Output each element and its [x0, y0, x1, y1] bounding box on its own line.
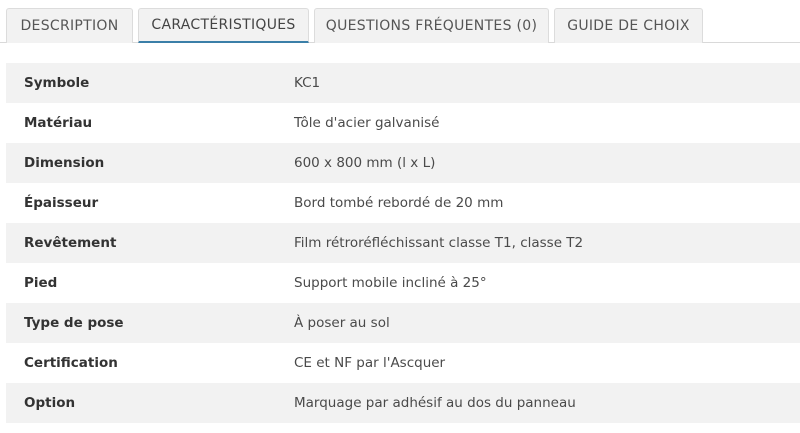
tab-questions-frequentes[interactable]: QUESTIONS FRÉQUENTES (0) — [314, 8, 549, 43]
spec-label: Type de pose — [6, 303, 294, 343]
spec-label: Option — [6, 383, 294, 423]
spec-label: Symbole — [6, 63, 294, 103]
spec-row-epaisseur — [6, 183, 800, 223]
spec-value: Bord tombé rebordé de 20 mm — [294, 183, 800, 223]
spec-row-symbole — [6, 63, 800, 103]
spec-value: Film rétroréfléchissant classe T1, classe T2 — [294, 223, 800, 263]
spec-row-revetement — [6, 223, 800, 263]
spec-label: Matériau — [6, 103, 294, 143]
specifications-table — [6, 63, 800, 423]
spec-label: Épaisseur — [6, 183, 294, 223]
tab-description[interactable]: DESCRIPTION — [6, 8, 133, 43]
tab-guide-de-choix[interactable]: GUIDE DE CHOIX — [554, 8, 703, 43]
spec-row-dimension — [6, 143, 800, 183]
spec-value: Support mobile incliné à 25° — [294, 263, 800, 303]
spec-label: Revêtement — [6, 223, 294, 263]
spec-label: Certification — [6, 343, 294, 383]
spec-value: CE et NF par l'Ascquer — [294, 343, 800, 383]
spec-value: Tôle d'acier galvanisé — [294, 103, 800, 143]
spec-label: Dimension — [6, 143, 294, 183]
spec-label: Pied — [6, 263, 294, 303]
spec-value: À poser au sol — [294, 303, 800, 343]
spec-row-pied — [6, 263, 800, 303]
spec-row-certification — [6, 343, 800, 383]
spec-value: Marquage par adhésif au dos du panneau — [294, 383, 800, 423]
spec-value: KC1 — [294, 63, 800, 103]
spec-row-materiau — [6, 103, 800, 143]
spec-row-type-de-pose — [6, 303, 800, 343]
tab-caracteristiques[interactable]: CARACTÉRISTIQUES — [138, 8, 309, 43]
product-tabs — [0, 0, 800, 43]
spec-row-option — [6, 383, 800, 423]
spec-value: 600 x 800 mm (l x L) — [294, 143, 800, 183]
